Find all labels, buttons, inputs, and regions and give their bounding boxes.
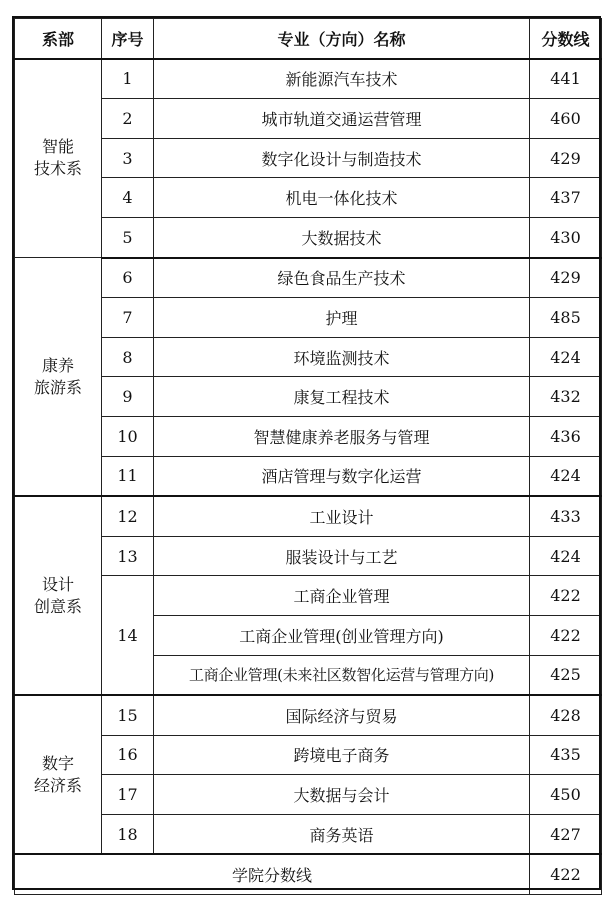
score-cell: 424 [530,536,602,576]
index-cell: 12 [102,496,154,536]
major-cell: 商务英语 [154,814,530,854]
index-cell: 4 [102,178,154,218]
table-row [15,814,602,854]
score-cell: 422 [530,615,602,655]
major-cell: 机电一体化技术 [154,178,530,218]
major-cell: 大数据与会计 [154,775,530,815]
table-row [15,456,602,496]
major-cell: 环境监测技术 [154,337,530,377]
score-cell: 450 [530,775,602,815]
score-table [14,18,602,895]
table-row [15,99,602,139]
dept-cell [15,258,102,497]
table-row [15,576,602,616]
table-row [15,695,602,735]
major-cell: 智慧健康养老服务与管理 [154,416,530,456]
table-row [15,59,602,99]
index-cell: 15 [102,695,154,735]
score-cell: 432 [530,377,602,417]
index-cell: 1 [102,59,154,99]
score-cell: 427 [530,814,602,854]
index-cell: 13 [102,536,154,576]
major-cell: 大数据技术 [154,217,530,257]
major-cell: 康复工程技术 [154,377,530,417]
score-cell: 425 [530,655,602,695]
score-cell: 429 [530,258,602,298]
index-cell: 2 [102,99,154,139]
score-cell: 436 [530,416,602,456]
dept-cell [15,695,102,854]
major-cell: 绿色食品生产技术 [154,258,530,298]
table-row [15,337,602,377]
score-cell: 460 [530,99,602,139]
index-cell: 17 [102,775,154,815]
score-cell: 428 [530,695,602,735]
table-row [15,217,602,257]
score-cell: 422 [530,576,602,616]
index-cell: 5 [102,217,154,257]
major-cell: 国际经济与贸易 [154,695,530,735]
major-cell: 护理 [154,298,530,338]
index-cell: 9 [102,377,154,417]
major-cell: 工商企业管理(创业管理方向) [154,615,530,655]
score-cell: 424 [530,456,602,496]
score-cell: 485 [530,298,602,338]
college-score-label: 学院分数线 [15,854,530,894]
score-cell: 441 [530,59,602,99]
table-row [15,775,602,815]
table-row [15,536,602,576]
header-row [15,19,602,59]
score-cell: 430 [530,217,602,257]
index-cell: 14 [102,576,154,695]
index-cell: 16 [102,735,154,775]
header-dept: 系部 [15,19,102,59]
dept-name-line2: 技术系 [33,159,82,179]
dept-name-line1: 智能 [41,137,74,157]
index-cell: 11 [102,456,154,496]
dept-name-line2: 经济系 [33,775,82,795]
index-cell: 8 [102,337,154,377]
dept-cell [15,496,102,695]
index-cell: 18 [102,814,154,854]
major-cell: 数字化设计与制造技术 [154,138,530,178]
score-cell: 437 [530,178,602,218]
table-row [15,416,602,456]
score-cell: 433 [530,496,602,536]
dept-name-line1: 数字 [41,753,74,773]
college-score-value: 422 [530,854,602,894]
dept-name-line1: 设计 [41,574,74,594]
table-row [15,496,602,536]
major-cell: 酒店管理与数字化运营 [154,456,530,496]
table-row [15,258,602,298]
score-cell: 435 [530,735,602,775]
major-cell: 新能源汽车技术 [154,59,530,99]
index-cell: 10 [102,416,154,456]
major-cell: 服装设计与工艺 [154,536,530,576]
dept-name-line2: 旅游系 [33,377,82,397]
header-score: 分数线 [530,19,602,59]
index-cell: 6 [102,258,154,298]
score-cell: 429 [530,138,602,178]
score-cell: 424 [530,337,602,377]
major-cell: 工业设计 [154,496,530,536]
table-row [15,735,602,775]
index-cell: 3 [102,138,154,178]
dept-name-line1: 康养 [41,355,74,375]
major-cell: 跨境电子商务 [154,735,530,775]
table-row [15,298,602,338]
dept-name-line2: 创意系 [33,596,82,616]
major-cell: 城市轨道交通运营管理 [154,99,530,139]
dept-cell [15,59,102,258]
header-index: 序号 [102,19,154,59]
table-row [15,377,602,417]
major-cell: 工商企业管理 [154,576,530,616]
major-cell: 工商企业管理(未来社区数智化运营与管理方向) [154,655,530,695]
footer-row [15,854,602,894]
index-cell: 7 [102,298,154,338]
table-row [15,178,602,218]
header-major: 专业（方向）名称 [154,19,530,59]
table-row [15,138,602,178]
